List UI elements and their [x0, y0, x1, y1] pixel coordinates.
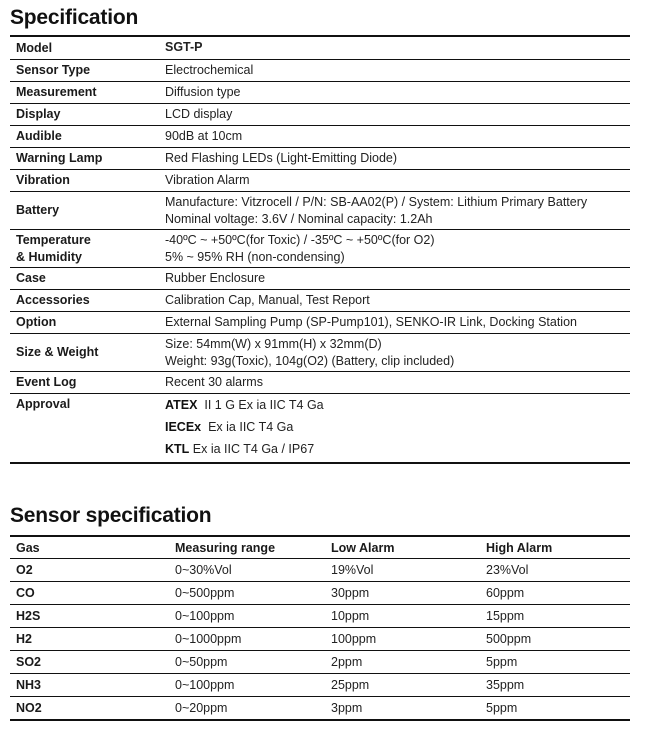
spec-value: [165, 192, 630, 229]
gas-cell: NH3: [16, 678, 42, 692]
spec-value: Rubber Enclosure: [165, 271, 266, 285]
spec-value: Electrochemical: [165, 63, 254, 77]
spec-label: Approval: [16, 397, 71, 411]
sensor-title: Sensor specification: [10, 504, 212, 527]
spec-value: Calibration Cap, Manual, Test Report: [165, 293, 370, 307]
spec-value-line: Nominal voltage: 3.6V / Nominal capacity: 1.2Ah: [165, 212, 433, 226]
range-cell: 0~500ppm: [175, 586, 235, 600]
high-alarm-cell: 5ppm: [486, 701, 518, 715]
table-row: [10, 627, 630, 650]
spec-row-temperature-humidity: [10, 229, 630, 267]
approval-text: Ex ia IIC T4 Ga / IP67: [192, 442, 315, 456]
spec-value: Vibration Alarm: [165, 173, 250, 187]
spec-label: Display: [16, 107, 61, 121]
low-alarm-cell: 10ppm: [331, 609, 370, 623]
approval-iecex: [165, 418, 630, 436]
low-alarm-cell: 2ppm: [331, 655, 363, 669]
low-alarm-cell: 30ppm: [331, 586, 370, 600]
spec-value-line: Size: 54mm(W) x 91mm(H) x 32mm(D): [165, 337, 382, 351]
high-alarm-cell: 23%Vol: [486, 563, 529, 577]
spec-value: [165, 230, 630, 267]
low-alarm-cell: 25ppm: [331, 678, 370, 692]
table-row: [10, 581, 630, 604]
approval-name: IECEx: [165, 420, 202, 434]
approval-ktl: [165, 440, 630, 458]
spec-value: [165, 334, 630, 371]
approval-name: ATEX: [165, 398, 198, 412]
range-cell: 0~20ppm: [175, 701, 228, 715]
spec-label: Event Log: [16, 375, 77, 389]
spec-row-battery: [10, 191, 630, 229]
high-alarm-cell: 5ppm: [486, 655, 518, 669]
spec-row-accessories: [10, 289, 630, 311]
spec-row-sensor-type: [10, 59, 630, 81]
header-high-alarm: High Alarm: [486, 540, 553, 555]
spec-value: 90dB at 10cm: [165, 129, 243, 143]
spec-value: External Sampling Pump (SP-Pump101), SENKO-IR Link, Docking Station: [165, 315, 577, 329]
spec-row-measurement: [10, 81, 630, 103]
high-alarm-cell: 500ppm: [486, 632, 532, 646]
spec-value-line: -40ºC ~ +50ºC(for Toxic) / -35ºC ~ +50ºC(for O2): [165, 233, 435, 247]
spec-label: Sensor Type: [16, 63, 91, 77]
spec-label: Battery: [16, 203, 60, 217]
header-measuring-range: Measuring range: [175, 540, 276, 555]
range-cell: 0~100ppm: [175, 609, 235, 623]
approval-text: II 1 G Ex ia IIC T4 Ga: [204, 398, 324, 412]
spec-label: Option: [16, 315, 57, 329]
table-row: [10, 673, 630, 696]
gas-cell: CO: [16, 586, 35, 600]
table-row: [10, 558, 630, 581]
spec-row-model: [10, 37, 630, 59]
spec-label-line: Temperature: [16, 233, 91, 247]
spec-value-line: Manufacture: Vitzrocell / P/N: SB-AA02(P) / System: Lithium Primary Battery: [165, 195, 588, 209]
high-alarm-cell: 15ppm: [486, 609, 525, 623]
spec-row-size-weight: [10, 333, 630, 371]
spec-label: Case: [16, 271, 46, 285]
table-row: [10, 650, 630, 673]
spec-label: Size & Weight: [16, 345, 99, 359]
header-gas: Gas: [16, 540, 40, 555]
range-cell: 0~100ppm: [175, 678, 235, 692]
spec-label: Vibration: [16, 173, 70, 187]
spec-label-line: & Humidity: [16, 250, 82, 264]
gas-cell: H2: [16, 632, 32, 646]
approval-atex: [165, 396, 630, 414]
spec-label: Audible: [16, 129, 62, 143]
table-row: [10, 696, 630, 719]
spec-value-line: Weight: 93g(Toxic), 104g(O2) (Battery, clip included): [165, 354, 455, 368]
high-alarm-cell: 35ppm: [486, 678, 525, 692]
high-alarm-cell: 60ppm: [486, 586, 525, 600]
spec-row-warning-lamp: [10, 147, 630, 169]
spec-table: [10, 35, 630, 464]
approval-text: Ex ia IIC T4 Ga: [208, 420, 294, 434]
spec-row-display: [10, 103, 630, 125]
spec-value: LCD display: [165, 107, 233, 121]
spec-value: Red Flashing LEDs (Light-Emitting Diode): [165, 151, 398, 165]
spec-row-approval: [10, 393, 630, 462]
spec-row-event-log: [10, 371, 630, 393]
gas-cell: O2: [16, 563, 33, 577]
spec-value: SGT-P: [165, 40, 203, 54]
spec-row-vibration: [10, 169, 630, 191]
spec-label: Model: [16, 40, 53, 55]
spec-row-option: [10, 311, 630, 333]
spec-value: Recent 30 alarms: [165, 375, 263, 389]
sensor-header-row: [10, 537, 630, 558]
spec-value-line: 5% ~ 95% RH (non-condensing): [165, 250, 345, 264]
spec-label: Accessories: [16, 293, 90, 307]
spec-row-case: [10, 267, 630, 289]
range-cell: 0~1000ppm: [175, 632, 242, 646]
low-alarm-cell: 19%Vol: [331, 563, 374, 577]
spec-label: Warning Lamp: [16, 151, 103, 165]
approval-name: KTL: [165, 442, 190, 456]
header-low-alarm: Low Alarm: [331, 540, 395, 555]
spec-label: [10, 230, 165, 267]
low-alarm-cell: 100ppm: [331, 632, 377, 646]
range-cell: 0~30%Vol: [175, 563, 232, 577]
spec-label: Measurement: [16, 85, 97, 99]
spec-title: Specification: [10, 6, 139, 29]
spec-row-audible: [10, 125, 630, 147]
gas-cell: NO2: [16, 701, 42, 715]
low-alarm-cell: 3ppm: [331, 701, 363, 715]
gas-cell: SO2: [16, 655, 42, 669]
spec-value: Diffusion type: [165, 85, 241, 99]
table-row: [10, 604, 630, 627]
spec-value: [165, 394, 630, 462]
gas-cell: H2S: [16, 609, 41, 623]
range-cell: 0~50ppm: [175, 655, 228, 669]
sensor-table: [10, 535, 630, 721]
